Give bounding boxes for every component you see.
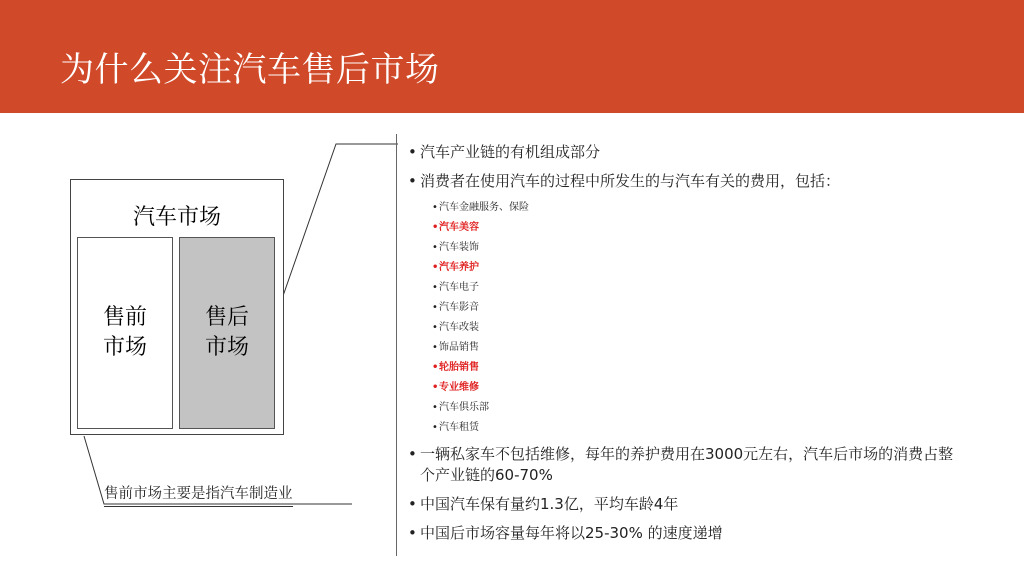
bullet-item: • 一辆私家车不包括维修，每年的养护费用在3000元左右，汽车后市场的消费占整个产业链的60-70% [408,444,968,486]
sub-item: • 汽车影音 [432,298,1008,318]
sub-item: • 专业维修 [432,378,1008,398]
bullet-list [408,142,1008,552]
sub-item: • 汽车装饰 [432,238,1008,258]
bullet-item: • 消费者在使用汽车的过程中所发生的与汽车有关的费用，包括： [408,171,1008,192]
bullet-item: • 中国后市场容量每年将以25-30% 的速度递增 [408,523,1008,544]
vertical-divider [396,134,397,556]
bullet-item: • 汽车产业链的有机组成部分 [408,142,1008,163]
sub-item: • 轮胎销售 [432,358,1008,378]
after-market-box [179,237,275,429]
sub-item: • 汽车改装 [432,318,1008,338]
pre-market-label: 售前 市场 [102,305,147,360]
pre-market-caption: 售前市场主要是指汽车制造业 [104,484,293,507]
sub-item: • 汽车金融服务、保险 [432,198,1008,218]
after-market-label: 售后 市场 [204,305,249,360]
after-market-connector [276,144,398,316]
expense-sublist [432,198,1008,438]
sub-item: • 汽车养护 [432,258,1008,278]
page-title: 为什么关注汽车售后市场 [60,50,440,90]
sub-item: • 汽车俱乐部 [432,398,1008,418]
bullet-item: • 中国汽车保有量约1.3亿，平均车龄4年 [408,494,1008,515]
sub-item: • 汽车美容 [432,218,1008,238]
sub-item: • 汽车租赁 [432,418,1008,438]
pre-market-box [77,237,173,429]
car-market-title: 汽车市场 [132,205,221,230]
sub-item: • 汽车电子 [432,278,1008,298]
car-market-box [70,179,284,435]
sub-item: • 饰品销售 [432,338,1008,358]
